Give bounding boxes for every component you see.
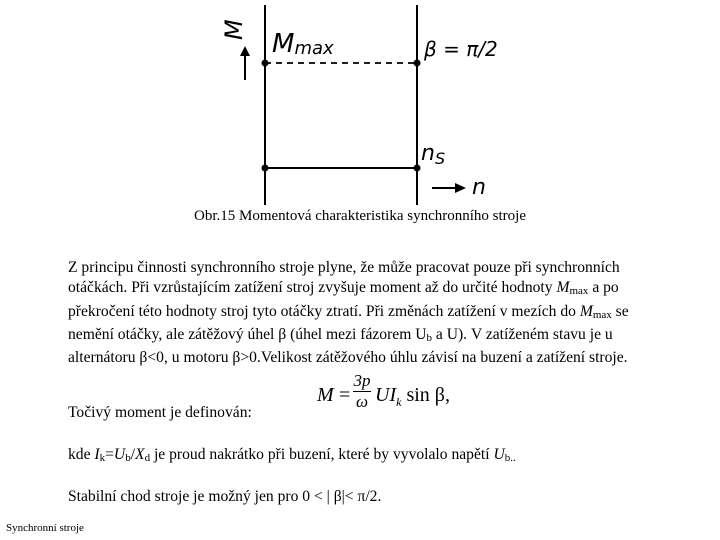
body-paragraph: Z principu činnosti synchronního stroje plyne, že může pracovat pouze při synchronních otáčkách. Při vzrůstajícím zatížení stroj zvyšuje moment až do určité hodnoty Mmax a po překročení této hodnoty stroj tyto otáčky ztratí. Při změnách zatížení v mezích do Mmax se nemění otáčky, ale zátěžový úhel β (úhel mezi fázorem Ub a U). V zatíženém stavu je u alternátoru β<0, u motoru β>0.Velikost zátěžového úhlu závisí na buzení a zatížení stroje. xyxy=(68,259,629,367)
ns-label: nS xyxy=(421,141,446,168)
axis-m-label: M xyxy=(220,19,248,40)
torque-definition-line: Točivý moment je definován: xyxy=(68,404,252,421)
dot-left-bottom xyxy=(262,165,269,172)
beta-label: β = π/2 xyxy=(424,37,498,61)
dot-ns xyxy=(414,165,421,172)
footer-label: Synchronní stroje xyxy=(6,522,84,534)
stability-condition-line: Stabilní chod stroje je možný jen pro 0 < | β|< π/2. xyxy=(68,488,382,505)
formula-fraction: 3p ω xyxy=(353,371,371,411)
mmax-label: Mmax xyxy=(272,29,334,59)
figure-caption: Obr.15 Momentová charakteristika synchronního stroje xyxy=(193,208,526,224)
short-circuit-current-line: kde Ik=Ub/Xd je proud nakrátko při buzení, které by vyvolalo napětí Ub.. xyxy=(68,446,516,464)
dot-mmax xyxy=(414,60,421,67)
axis-n-label: n xyxy=(472,175,486,200)
n-arrow-head-icon xyxy=(455,183,466,193)
m-arrow-head-icon xyxy=(240,46,250,56)
torque-formula: M = 3p ω $UI_k$ sin β, xyxy=(317,371,450,411)
dot-left-top xyxy=(262,60,269,67)
moment-characteristic-figure xyxy=(0,0,720,210)
